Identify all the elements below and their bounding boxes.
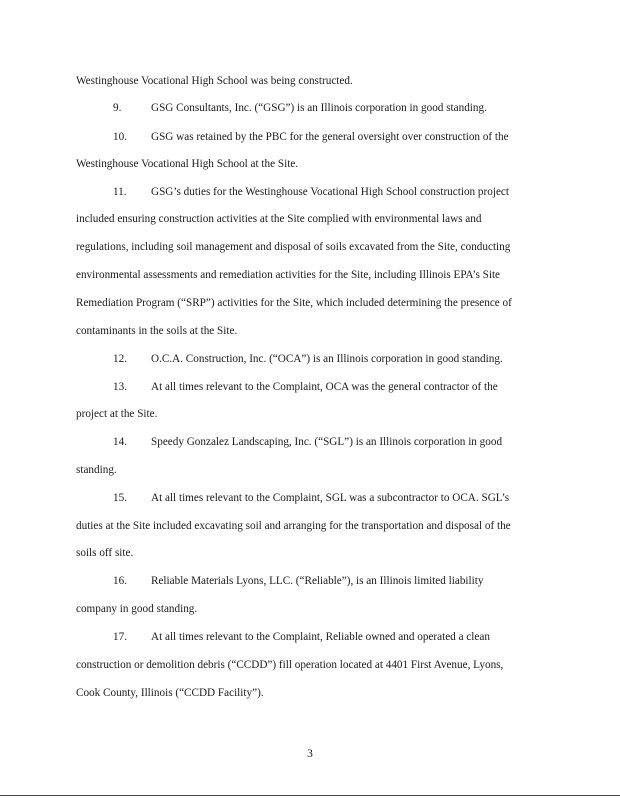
bottom-rule	[0, 795, 620, 796]
text-line: soils off site.	[76, 547, 134, 559]
paragraph-12	[113, 352, 503, 366]
paragraph-number: 13.	[113, 381, 127, 393]
paragraph-number: 11.	[113, 186, 127, 198]
paragraph-10	[113, 130, 509, 144]
paragraph-text: GSG Consultants, Inc. (“GSG”) is an Illinois corporation in good standing.	[151, 102, 487, 114]
text-line: environmental assessments and remediation activities for the Site, including Illinois EPA’s Site	[76, 269, 501, 281]
paragraph-9	[113, 101, 487, 115]
paragraph-17	[113, 630, 490, 644]
text-line: Remediation Program (“SRP”) activities for the Site, which included determining the presence of	[76, 297, 512, 309]
paragraph-text: At all times relevant to the Complaint, SGL was a subcontractor to OCA. SGL’s	[151, 492, 510, 504]
paragraph-number: 10.	[113, 131, 127, 143]
paragraph-13	[113, 380, 498, 394]
paragraph-text: GSG’s duties for the Westinghouse Vocational High School construction project	[151, 186, 509, 198]
page-number: 3	[307, 748, 313, 760]
text-line: contaminants in the soils at the Site.	[76, 325, 238, 337]
paragraph-text: GSG was retained by the PBC for the general oversight over construction of the	[151, 131, 509, 143]
text-line: standing.	[76, 464, 117, 476]
text-line: construction or demolition debris (“CCDD”) fill operation located at 4401 First Avenue, Lyons,	[76, 659, 504, 671]
text-line: Cook County, Illinois (“CCDD Facility”).	[76, 687, 264, 699]
text-line: project at the Site.	[76, 408, 158, 420]
paragraph-15	[113, 491, 509, 505]
paragraph-text: O.C.A. Construction, Inc. (“OCA”) is an Illinois corporation in good standing.	[151, 353, 503, 365]
paragraph-text: Reliable Materials Lyons, LLC. (“Reliable”), is an Illinois limited liability	[151, 575, 484, 587]
paragraph-number: 15.	[113, 492, 127, 504]
text-line: duties at the Site included excavating soil and arranging for the transportation and disposal of the	[76, 520, 511, 532]
paragraph-number: 14.	[113, 436, 127, 448]
paragraph-number: 9.	[113, 102, 122, 114]
text-line: company in good standing.	[76, 603, 198, 615]
text-line: Westinghouse Vocational High School was being constructed.	[76, 75, 353, 87]
paragraph-text: Speedy Gonzalez Landscaping, Inc. (“SGL”) is an Illinois corporation in good	[151, 436, 503, 448]
text-line: included ensuring construction activities at the Site complied with environmental laws and	[76, 213, 482, 225]
text-line: Westinghouse Vocational High School at the Site.	[76, 158, 299, 170]
paragraph-number: 16.	[113, 575, 127, 587]
paragraph-14	[113, 435, 502, 449]
paragraph-16	[113, 574, 483, 588]
paragraph-11	[113, 185, 509, 199]
text-line: regulations, including soil management and disposal of soils excavated from the Site, conducting	[76, 241, 511, 253]
paragraph-text: At all times relevant to the Complaint, OCA was the general contractor of the	[151, 381, 498, 393]
paragraph-text: At all times relevant to the Complaint, Reliable owned and operated a clean	[151, 631, 490, 643]
paragraph-number: 12.	[113, 353, 127, 365]
paragraph-number: 17.	[113, 631, 127, 643]
